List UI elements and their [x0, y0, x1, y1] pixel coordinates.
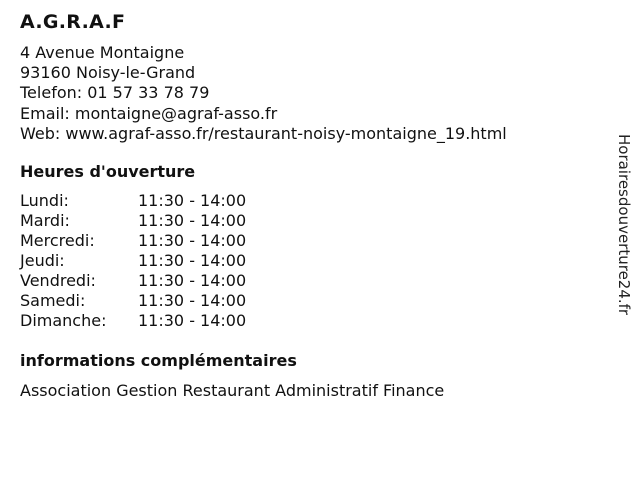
website-text: Web: www.agraf-asso.fr/restaurant-noisy-montaigne_19.html [20, 123, 507, 143]
time-range: 11:30 - 14:00 [138, 311, 247, 331]
day-label: Jeudi: [20, 251, 65, 271]
hours-row-friday [20, 271, 600, 291]
phone-text: Telefon: 01 57 33 78 79 [20, 83, 210, 103]
hours-row-tuesday [20, 211, 600, 231]
time-range: 11:30 - 14:00 [138, 251, 247, 271]
time-range: 11:30 - 14:00 [138, 211, 247, 231]
time-range: 11:30 - 14:00 [138, 191, 247, 211]
day-label: Mardi: [20, 211, 70, 231]
business-name: A.G.R.A.F [20, 11, 126, 33]
hours-row-sunday [20, 311, 600, 331]
hours-heading: Heures d'ouverture [20, 162, 196, 182]
site-watermark: Horairesdouverture24.fr [615, 134, 633, 316]
day-label: Mercredi: [20, 231, 95, 251]
hours-row-saturday [20, 291, 600, 311]
day-label: Samedi: [20, 291, 86, 311]
email-text: Email: montaigne@agraf-asso.fr [20, 103, 278, 123]
hours-row-monday [20, 191, 600, 211]
time-range: 11:30 - 14:00 [138, 291, 247, 311]
contact-block [20, 43, 600, 144]
opening-hours-list [20, 191, 600, 331]
day-label: Vendredi: [20, 271, 96, 291]
day-label: Lundi: [20, 191, 69, 211]
info-heading: informations complémentaires [20, 351, 297, 371]
hours-row-thursday [20, 251, 600, 271]
day-label: Dimanche: [20, 311, 107, 331]
hours-row-wednesday [20, 231, 600, 251]
time-range: 11:30 - 14:00 [138, 271, 247, 291]
info-description: Association Gestion Restaurant Administratif Finance [20, 381, 445, 401]
business-card [20, 8, 600, 401]
time-range: 11:30 - 14:00 [138, 231, 247, 251]
address-city: 93160 Noisy-le-Grand [20, 63, 196, 83]
address-street: 4 Avenue Montaigne [20, 43, 185, 62]
